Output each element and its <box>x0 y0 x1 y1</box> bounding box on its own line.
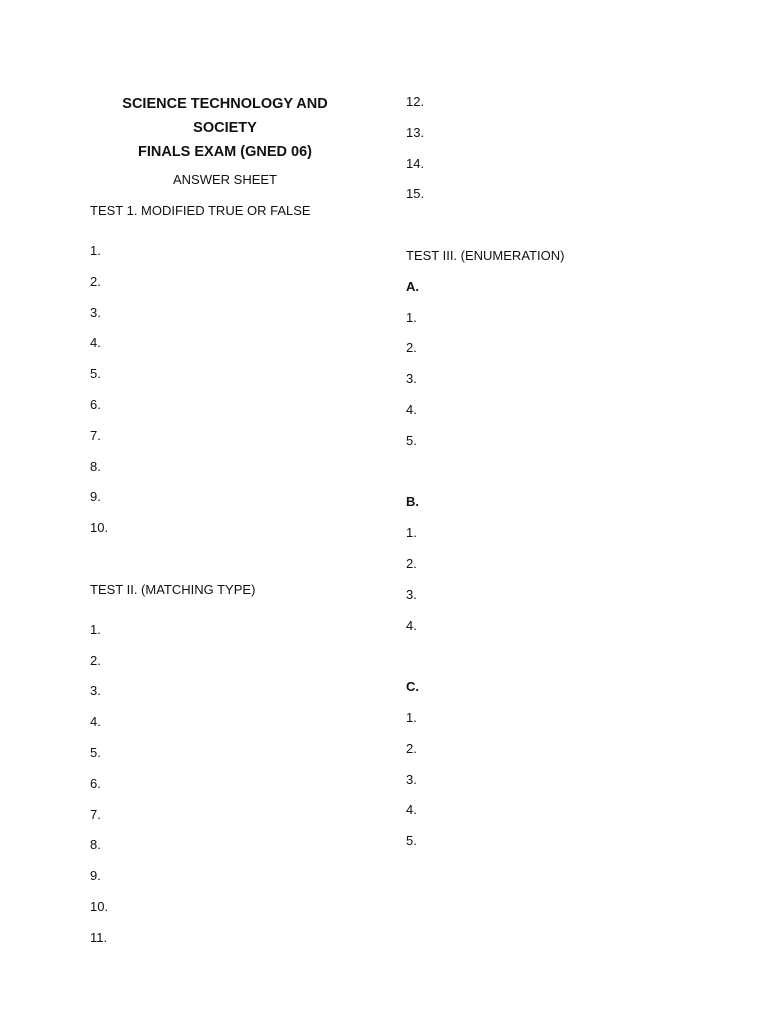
test1-item: 2. <box>90 273 101 289</box>
test3-c-item: 2. <box>406 740 417 756</box>
test3-c-item: 5. <box>406 833 417 849</box>
test2-item: 6. <box>90 775 101 791</box>
spacer <box>90 549 375 580</box>
test3-c-item: 4. <box>406 802 417 818</box>
test1-item: 3. <box>90 304 101 320</box>
test2-list-left <box>90 620 375 959</box>
test2-item: 14. <box>406 155 425 171</box>
test3-a-item: 3. <box>406 371 417 387</box>
test2-item: 4. <box>90 714 101 730</box>
test1-list <box>90 241 375 549</box>
test3-b-item: 3. <box>406 586 417 602</box>
test1-item: 8. <box>90 458 101 474</box>
spacer <box>406 646 706 677</box>
right-column <box>406 92 706 862</box>
title-line-1: SCIENCE TECHNOLOGY AND SOCIETY <box>122 96 328 136</box>
test3-heading: TEST III. (ENUMERATION) <box>406 247 565 263</box>
test2-item: 11. <box>90 929 108 945</box>
test1-item: 5. <box>90 366 101 382</box>
test2-item: 7. <box>90 806 101 822</box>
test2-item: 3. <box>90 683 101 699</box>
test2-item: 15. <box>406 186 425 202</box>
test2-item: 8. <box>90 837 101 853</box>
test3-b-item: 1. <box>406 525 417 541</box>
test3-c-item: 3. <box>406 771 417 787</box>
test1-item: 6. <box>90 396 101 412</box>
test3-part-b-list <box>406 523 706 646</box>
test2-list-right <box>406 92 706 215</box>
test3-b-item: 2. <box>406 555 417 571</box>
test1-item: 4. <box>90 335 101 351</box>
test1-item: 9. <box>90 489 101 505</box>
spacer <box>406 215 706 246</box>
test3-c-item: 1. <box>406 709 417 725</box>
test3-a-item: 4. <box>406 401 417 417</box>
test1-item: 7. <box>90 427 101 443</box>
title-line-2: FINALS EXAM (GNED 06) <box>137 144 312 160</box>
test3-part-c-label: C. <box>406 679 419 695</box>
test3-a-item: 1. <box>406 309 417 325</box>
left-column <box>90 92 375 959</box>
test2-item: 12. <box>406 94 425 109</box>
test3-a-item: 5. <box>406 432 417 448</box>
test3-a-item: 2. <box>406 340 417 356</box>
test1-item: 1. <box>90 243 101 258</box>
test3-b-item: 4. <box>406 617 417 633</box>
test2-item: 10. <box>90 898 109 914</box>
test2-item: 13. <box>406 124 425 140</box>
test3-part-a-label: A. <box>406 278 419 294</box>
test3-part-a-list <box>406 308 706 462</box>
test2-item: 5. <box>90 744 101 760</box>
test1-item: 10. <box>90 520 109 536</box>
document-title <box>90 92 360 164</box>
spacer <box>406 462 706 493</box>
test1-heading: TEST 1. MODIFIED TRUE OR FALSE <box>90 203 311 218</box>
test2-item: 9. <box>90 868 101 884</box>
test3-part-c-list <box>406 708 706 862</box>
test2-item: 1. <box>90 621 101 637</box>
test2-item: 2. <box>90 652 101 668</box>
test2-heading: TEST II. (MATCHING TYPE) <box>90 581 256 597</box>
test3-part-b-label: B. <box>406 494 419 510</box>
document-subtitle: ANSWER SHEET <box>172 172 277 187</box>
